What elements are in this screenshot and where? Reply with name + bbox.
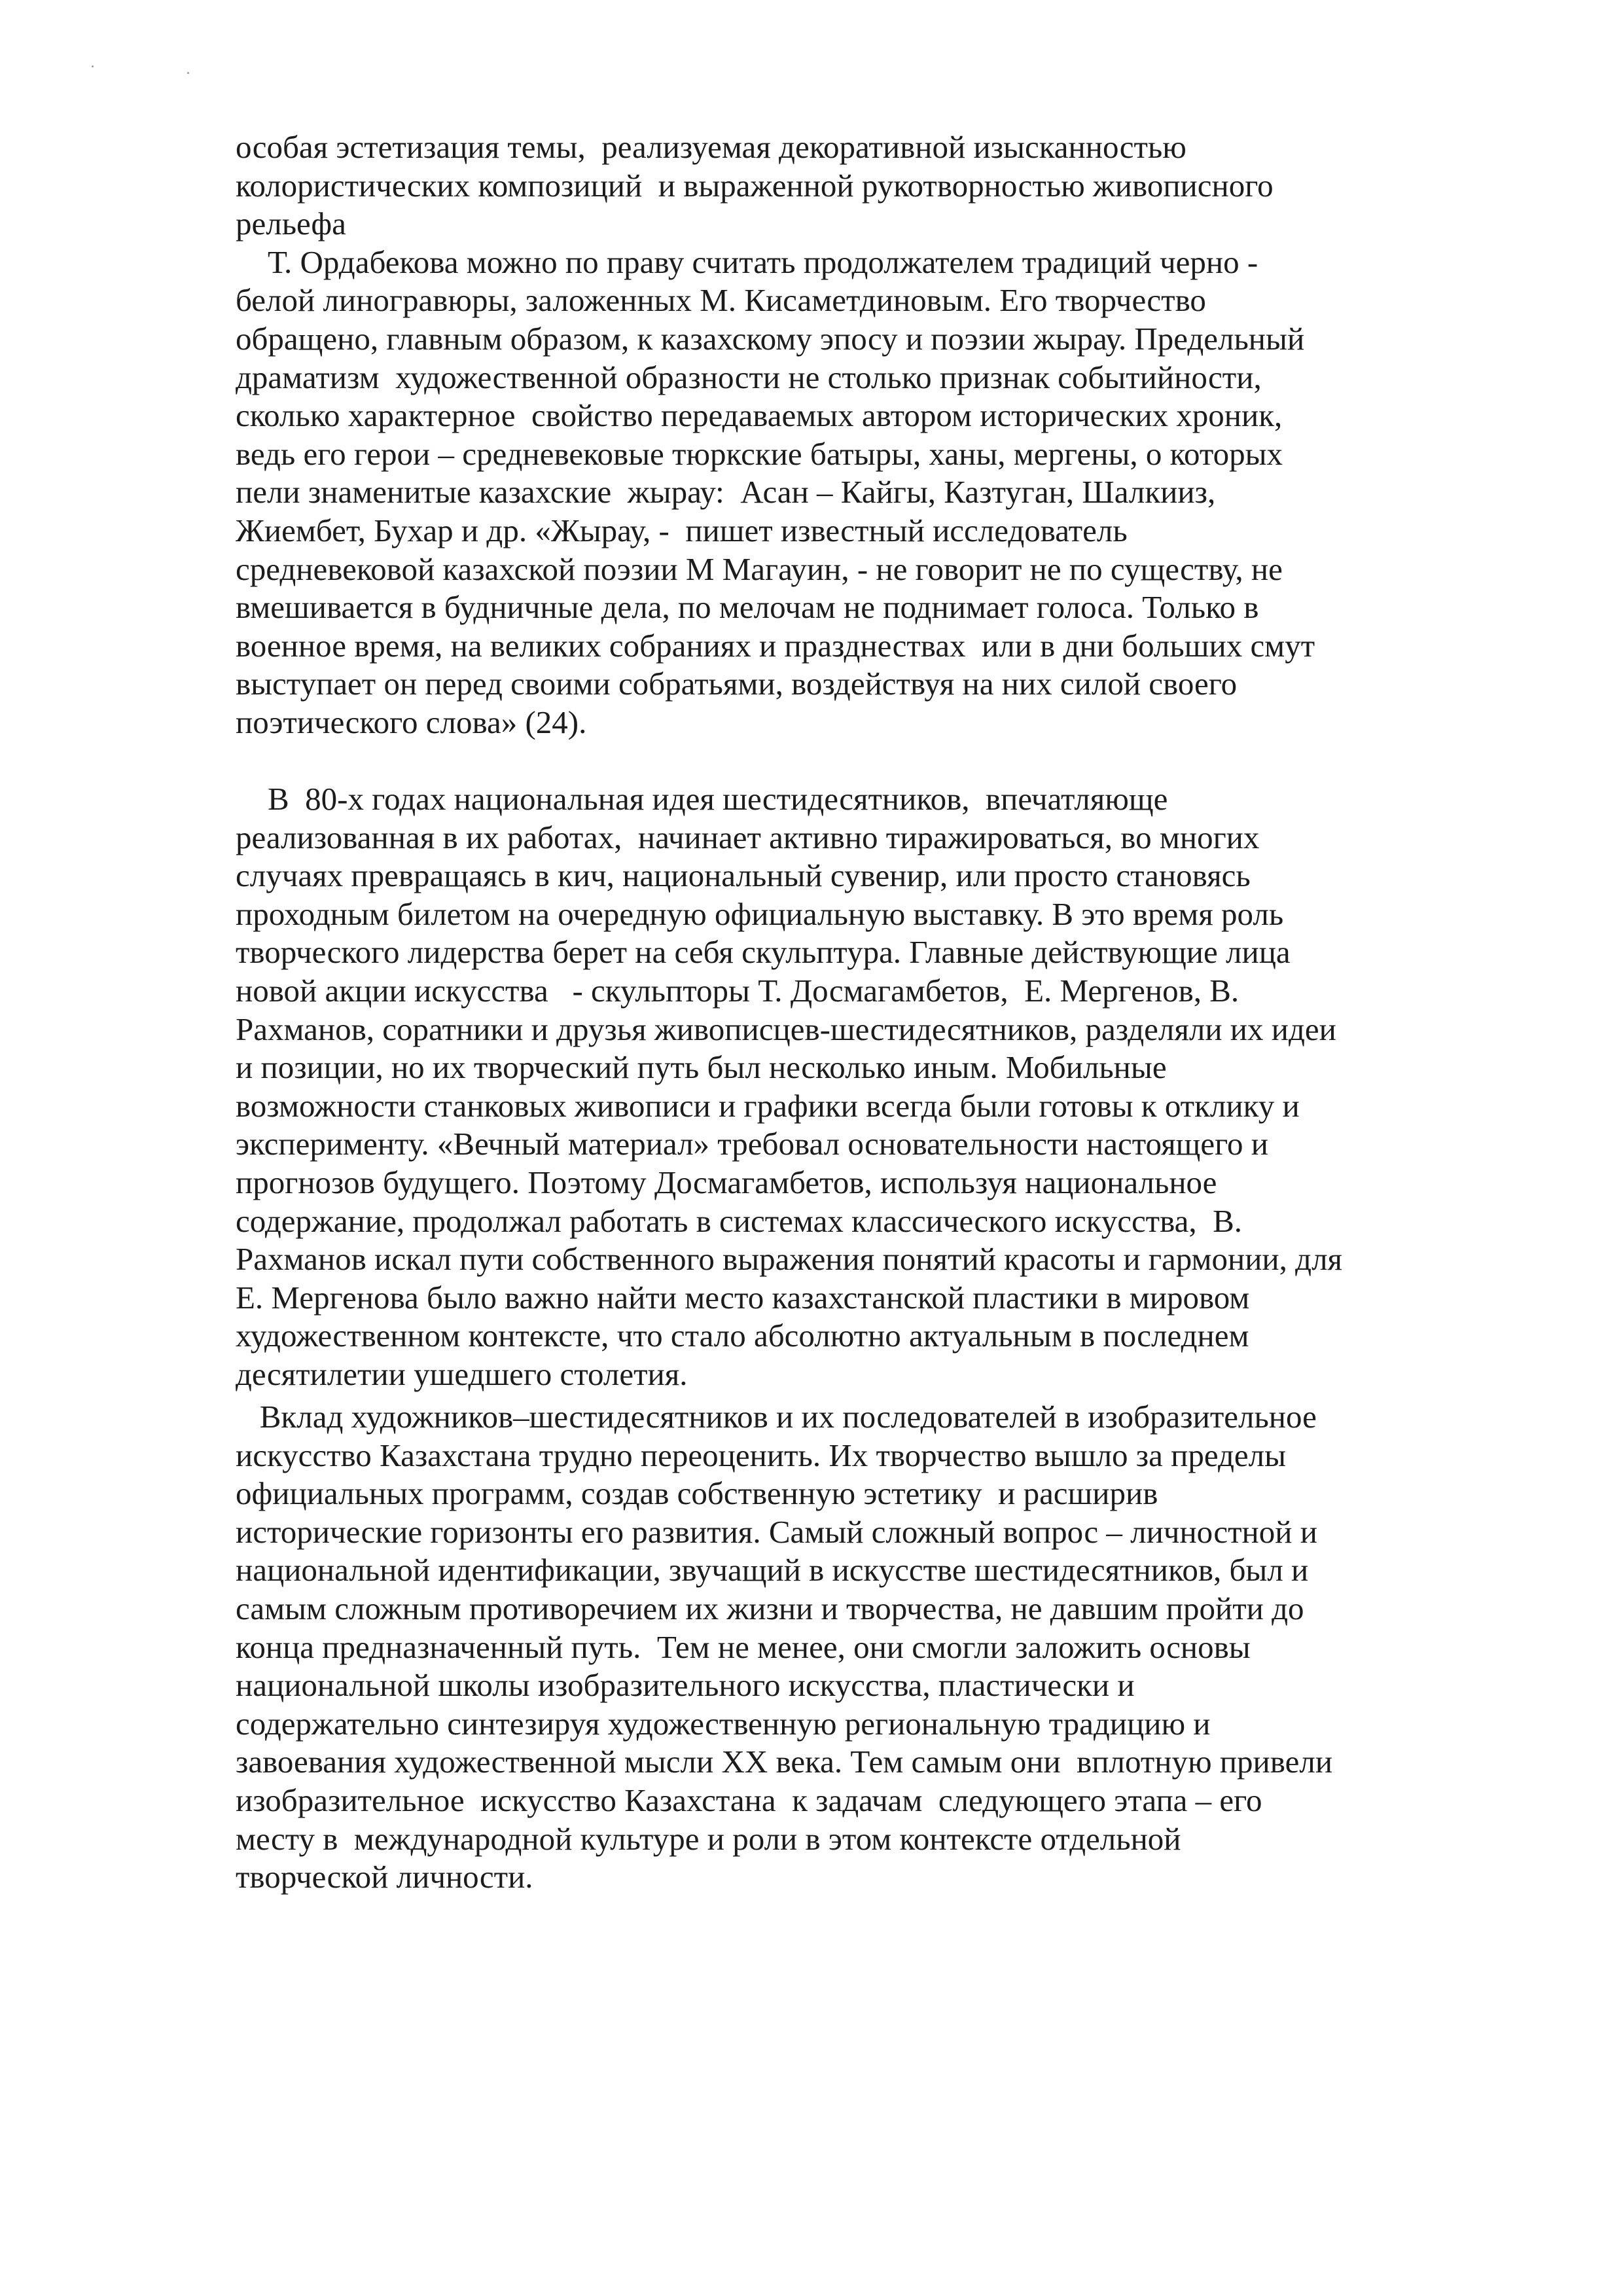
text-line: колористических композиций и выраженной рукотворностью живописного: [236, 167, 1274, 204]
text-line: прогнозов будущего. Поэтому Досмагамбетов, используя национальное: [236, 1164, 1217, 1200]
text-line: сколько характерное свойство передаваемых автором исторических хроник,: [236, 397, 1283, 434]
text-line: самым сложным противоречием их жизни и творчества, не давшим пройти до: [236, 1590, 1304, 1626]
text-line: Вклад художников–шестидесятников и их последователей в изобразительное: [236, 1399, 1317, 1435]
text-line: национальной идентификации, звучащий в искусстве шестидесятников, был и: [236, 1552, 1309, 1588]
text-line: месту в международной культуре и роли в этом контексте отдельной: [236, 1820, 1181, 1857]
text-line: конца предназначенный путь. Тем не менее, они смогли заложить основы: [236, 1628, 1251, 1665]
paragraph-eighties: [236, 780, 1407, 1394]
text-line: ведь его герои – средневековые тюркские батыры, ханы, мергены, о которых: [236, 435, 1283, 472]
paragraph-conclusion: [236, 1398, 1407, 1897]
text-line: национальной школы изобразительного искусства, пластически и: [236, 1667, 1135, 1704]
text-line: реализованная в их работах, начинает активно тиражироваться, во многих: [236, 819, 1260, 855]
text-line: Жиембет, Бухар и др. «Жырау, - пишет известный исследователь: [236, 512, 1128, 548]
text-line: возможности станковых живописи и графики всегда были готовы к отклику и: [236, 1087, 1300, 1124]
text-line: средневековой казахской поэзии М Магауин, - не говорит не по существу, не: [236, 550, 1283, 587]
text-line: рельефа: [236, 206, 346, 242]
text-line: вмешивается в будничные дела, по мелочам не поднимает голоса. Только в: [236, 589, 1259, 626]
text-line: белой линогравюры, заложенных М. Кисаметдиновым. Его творчество: [236, 282, 1206, 319]
text-line: художественном контексте, что стало абсолютно актуальным в последнем: [236, 1318, 1249, 1354]
text-line: Е. Мергенова было важно найти место казахстанской пластики в мировом: [236, 1279, 1250, 1316]
text-line: изобразительное искусство Казахстана к задачам следующего этапа – его: [236, 1782, 1262, 1818]
text-line: проходным билетом на очередную официальную выставку. В это время роль: [236, 895, 1284, 932]
text-line: обращено, главным образом, к казахскому эпосу и поэзии жырау. Предельный: [236, 320, 1305, 357]
text-line: выступает он перед своими собратьями, воздействуя на них силой своего: [236, 666, 1238, 702]
text-line: официальных программ, создав собственную эстетику и расширив: [236, 1475, 1158, 1512]
text-line: творческой личности.: [236, 1859, 533, 1895]
scan-speck: [187, 72, 189, 74]
scan-speck: [92, 65, 94, 67]
text-line: творческого лидерства берет на себя скульптура. Главные действующие лица: [236, 934, 1291, 971]
text-line: Т. Ордабекова можно по праву считать продолжателем традиций черно -: [236, 243, 1258, 280]
text-line: Рахманов, соратники и друзья живописцев-шестидесятников, разделяли их идеи: [236, 1011, 1336, 1047]
text-line: десятилетии ушедшего столетия.: [236, 1355, 688, 1392]
text-line: драматизм художественной образности не столько признак событийности,: [236, 359, 1262, 395]
text-line: поэтического слова» (24).: [236, 704, 587, 740]
text-line: исторические горизонты его развития. Самый сложный вопрос – личностной и: [236, 1513, 1317, 1550]
text-line: военное время, на великих собраниях и празднествах или в дни больших смут: [236, 627, 1315, 664]
text-line: особая эстетизация темы, реализуемая декоративной изысканностью: [236, 129, 1186, 165]
text-line: содержание, продолжал работать в системах классического искусства, В.: [236, 1202, 1243, 1239]
text-line: содержательно синтезируя художественную региональную традицию и: [236, 1705, 1211, 1742]
text-line: и позиции, но их творческий путь был несколько иным. Мобильные: [236, 1049, 1167, 1086]
paragraph-intro-continuation: [236, 128, 1407, 742]
text-line: случаях превращаясь в кич, национальный сувенир, или просто становясь: [236, 857, 1251, 894]
text-line: В 80-х годах национальная идея шестидесятников, впечатляюще: [236, 781, 1168, 817]
text-line: новой акции искусства - скульпторы Т. Досмагамбетов, Е. Мергенов, В.: [236, 972, 1240, 1009]
text-line: искусство Казахстана трудно переоценить. Их творчество вышло за пределы: [236, 1437, 1287, 1473]
text-line: эксперименту. «Вечный материал» требовал основательности настоящего и: [236, 1126, 1268, 1162]
text-line: пели знаменитые казахские жырау: Асан – Кайгы, Казтуган, Шалкииз,: [236, 474, 1216, 511]
text-line: завоевания художественной мысли ХХ века. Тем самым они вплотную привели: [236, 1744, 1333, 1780]
text-line: Рахманов искал пути собственного выражения понятий красоты и гармонии, для: [236, 1241, 1343, 1278]
